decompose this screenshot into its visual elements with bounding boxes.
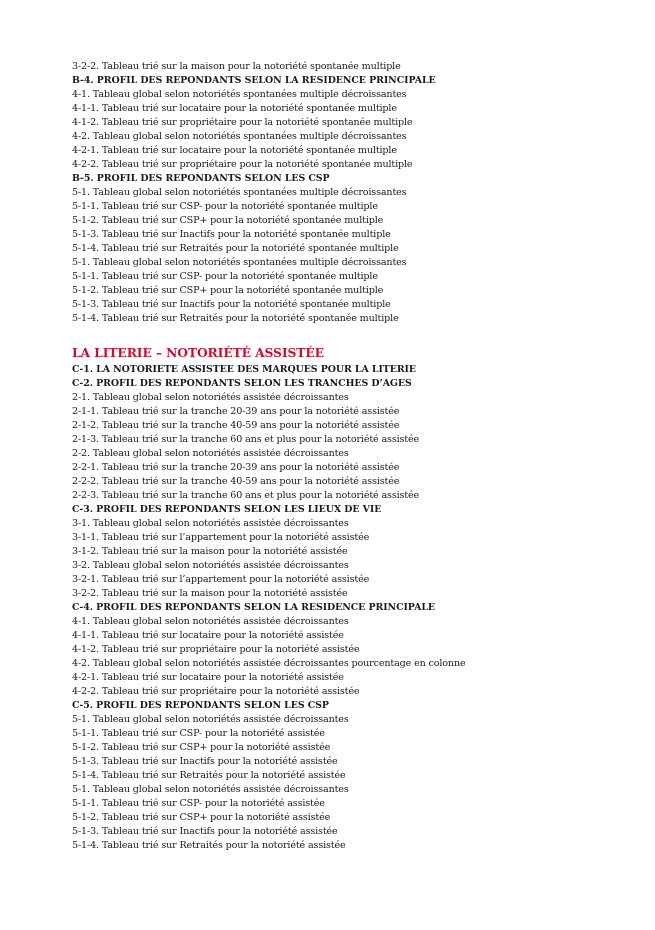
toc-entry: 3-1. Tableau global selon notoriétés assistée décroissantes <box>72 518 349 529</box>
toc-entry: 4-2-1. Tableau trié sur locataire pour la notoriété assistée <box>72 672 344 683</box>
toc-entry: 3-2. Tableau global selon notoriétés assistée décroissantes <box>72 560 349 571</box>
toc-entry: 5-1-2. Tableau trié sur CSP+ pour la notoriété assistée <box>72 742 331 753</box>
toc-entry: 4-2. Tableau global selon notoriétés assistée décroissantes pourcentage en colonne <box>72 658 466 669</box>
toc-entry: 4-2-1. Tableau trié sur locataire pour la notoriété spontanée multiple <box>72 145 397 156</box>
toc-entry: 5-1. Tableau global selon notoriétés assistée décroissantes <box>72 714 349 725</box>
toc-entry: 5-1-1. Tableau trié sur CSP- pour la notoriété assistée <box>72 728 325 739</box>
toc-entry: 4-1. Tableau global selon notoriétés spontanées multiple décroissantes <box>72 89 407 100</box>
toc-entry: 5-1-2. Tableau trié sur CSP+ pour la notoriété spontanée multiple <box>72 215 384 226</box>
toc-list-section <box>72 363 632 853</box>
toc-entry: 5-1-4. Tableau trié sur Retraités pour la notoriété assistée <box>72 840 346 851</box>
toc-heading: C-5. PROFIL DES REPONDANTS SELON LES CSP <box>72 700 329 711</box>
toc-entry: 4-1-1. Tableau trié sur locataire pour la notoriété spontanée multiple <box>72 103 397 114</box>
toc-entry: 4-2-2. Tableau trié sur propriétaire pour la notoriété spontanée multiple <box>72 159 413 170</box>
toc-heading: C-1. LA NOTORIETE ASSISTEE DES MARQUES POUR LA LITERIE <box>72 364 416 375</box>
toc-entry: 4-1-2. Tableau trié sur propriétaire pour la notoriété assistée <box>72 644 360 655</box>
toc-entry: 2-2. Tableau global selon notoriétés assistée décroissantes <box>72 448 349 459</box>
toc-entry: 4-1-2. Tableau trié sur propriétaire pour la notoriété spontanée multiple <box>72 117 413 128</box>
toc-list-top <box>72 60 632 326</box>
toc-entry: 5-1-4. Tableau trié sur Retraités pour la notoriété assistée <box>72 770 346 781</box>
toc-entry: 3-1-1. Tableau trié sur l’appartement pour la notoriété assistée <box>72 532 370 543</box>
toc-entry: 5-1-3. Tableau trié sur Inactifs pour la notoriété assistée <box>72 826 338 837</box>
toc-entry: 5-1-1. Tableau trié sur CSP- pour la notoriété spontanée multiple <box>72 271 378 282</box>
toc-entry: 5-1-2. Tableau trié sur CSP+ pour la notoriété spontanée multiple <box>72 285 384 296</box>
toc-entry: 3-2-2. Tableau trié sur la maison pour la notoriété assistée <box>72 588 348 599</box>
toc-entry: 2-1-1. Tableau trié sur la tranche 20-39 ans pour la notoriété assistée <box>72 406 400 417</box>
toc-entry: 4-1-1. Tableau trié sur locataire pour la notoriété assistée <box>72 630 344 641</box>
toc-entry: 5-1-3. Tableau trié sur Inactifs pour la notoriété assistée <box>72 756 338 767</box>
toc-heading: C-3. PROFIL DES REPONDANTS SELON LES LIEUX DE VIE <box>72 504 382 515</box>
toc-entry: 5-1. Tableau global selon notoriétés spontanées multiple décroissantes <box>72 257 407 268</box>
toc-entry: 2-2-2. Tableau trié sur la tranche 40-59 ans pour la notoriété assistée <box>72 476 400 487</box>
toc-heading: B-5. PROFIL DES REPONDANTS SELON LES CSP <box>72 173 330 184</box>
toc-entry: 4-2. Tableau global selon notoriétés spontanées multiple décroissantes <box>72 131 407 142</box>
toc-entry: 2-2-1. Tableau trié sur la tranche 20-39 ans pour la notoriété assistée <box>72 462 400 473</box>
toc-entry: 2-2-3. Tableau trié sur la tranche 60 ans et plus pour la notoriété assistée <box>72 490 420 501</box>
toc-entry: 3-2-1. Tableau trié sur l’appartement pour la notoriété assistée <box>72 574 370 585</box>
toc-entry: 5-1-2. Tableau trié sur CSP+ pour la notoriété assistée <box>72 812 331 823</box>
toc-entry: 4-2-2. Tableau trié sur propriétaire pour la notoriété assistée <box>72 686 360 697</box>
toc-entry: 5-1-3. Tableau trié sur Inactifs pour la notoriété spontanée multiple <box>72 229 391 240</box>
toc-entry: 5-1-1. Tableau trié sur CSP- pour la notoriété spontanée multiple <box>72 201 378 212</box>
toc-entry: 2-1. Tableau global selon notoriétés assistée décroissantes <box>72 392 349 403</box>
toc-entry: 4-1. Tableau global selon notoriétés assistée décroissantes <box>72 616 349 627</box>
toc-heading: C-2. PROFIL DES REPONDANTS SELON LES TRANCHES D’AGES <box>72 378 412 389</box>
toc-heading: C-4. PROFIL DES REPONDANTS SELON LA RESIDENCE PRINCIPALE <box>72 602 435 613</box>
toc-entry: 3-2-2. Tableau trié sur la maison pour la notoriété spontanée multiple <box>72 61 401 72</box>
toc-entry: 5-1-1. Tableau trié sur CSP- pour la notoriété assistée <box>72 798 325 809</box>
toc-entry: 5-1-4. Tableau trié sur Retraités pour la notoriété spontanée multiple <box>72 243 399 254</box>
toc-entry: 5-1-4. Tableau trié sur Retraités pour la notoriété spontanée multiple <box>72 313 399 324</box>
toc-entry: 2-1-2. Tableau trié sur la tranche 40-59 ans pour la notoriété assistée <box>72 420 400 431</box>
toc-heading: B-4. PROFIL DES REPONDANTS SELON LA RESIDENCE PRINCIPALE <box>72 75 436 86</box>
section-title: LA LITERIE – NOTORIÉTÉ ASSISTÉE <box>72 345 324 360</box>
toc-entry: 5-1. Tableau global selon notoriétés spontanées multiple décroissantes <box>72 187 407 198</box>
toc-entry: 2-1-3. Tableau trié sur la tranche 60 ans et plus pour la notoriété assistée <box>72 434 420 445</box>
toc-entry: 3-1-2. Tableau trié sur la maison pour la notoriété assistée <box>72 546 348 557</box>
toc-entry: 5-1. Tableau global selon notoriétés assistée décroissantes <box>72 784 349 795</box>
toc-entry: 5-1-3. Tableau trié sur Inactifs pour la notoriété spontanée multiple <box>72 299 391 310</box>
